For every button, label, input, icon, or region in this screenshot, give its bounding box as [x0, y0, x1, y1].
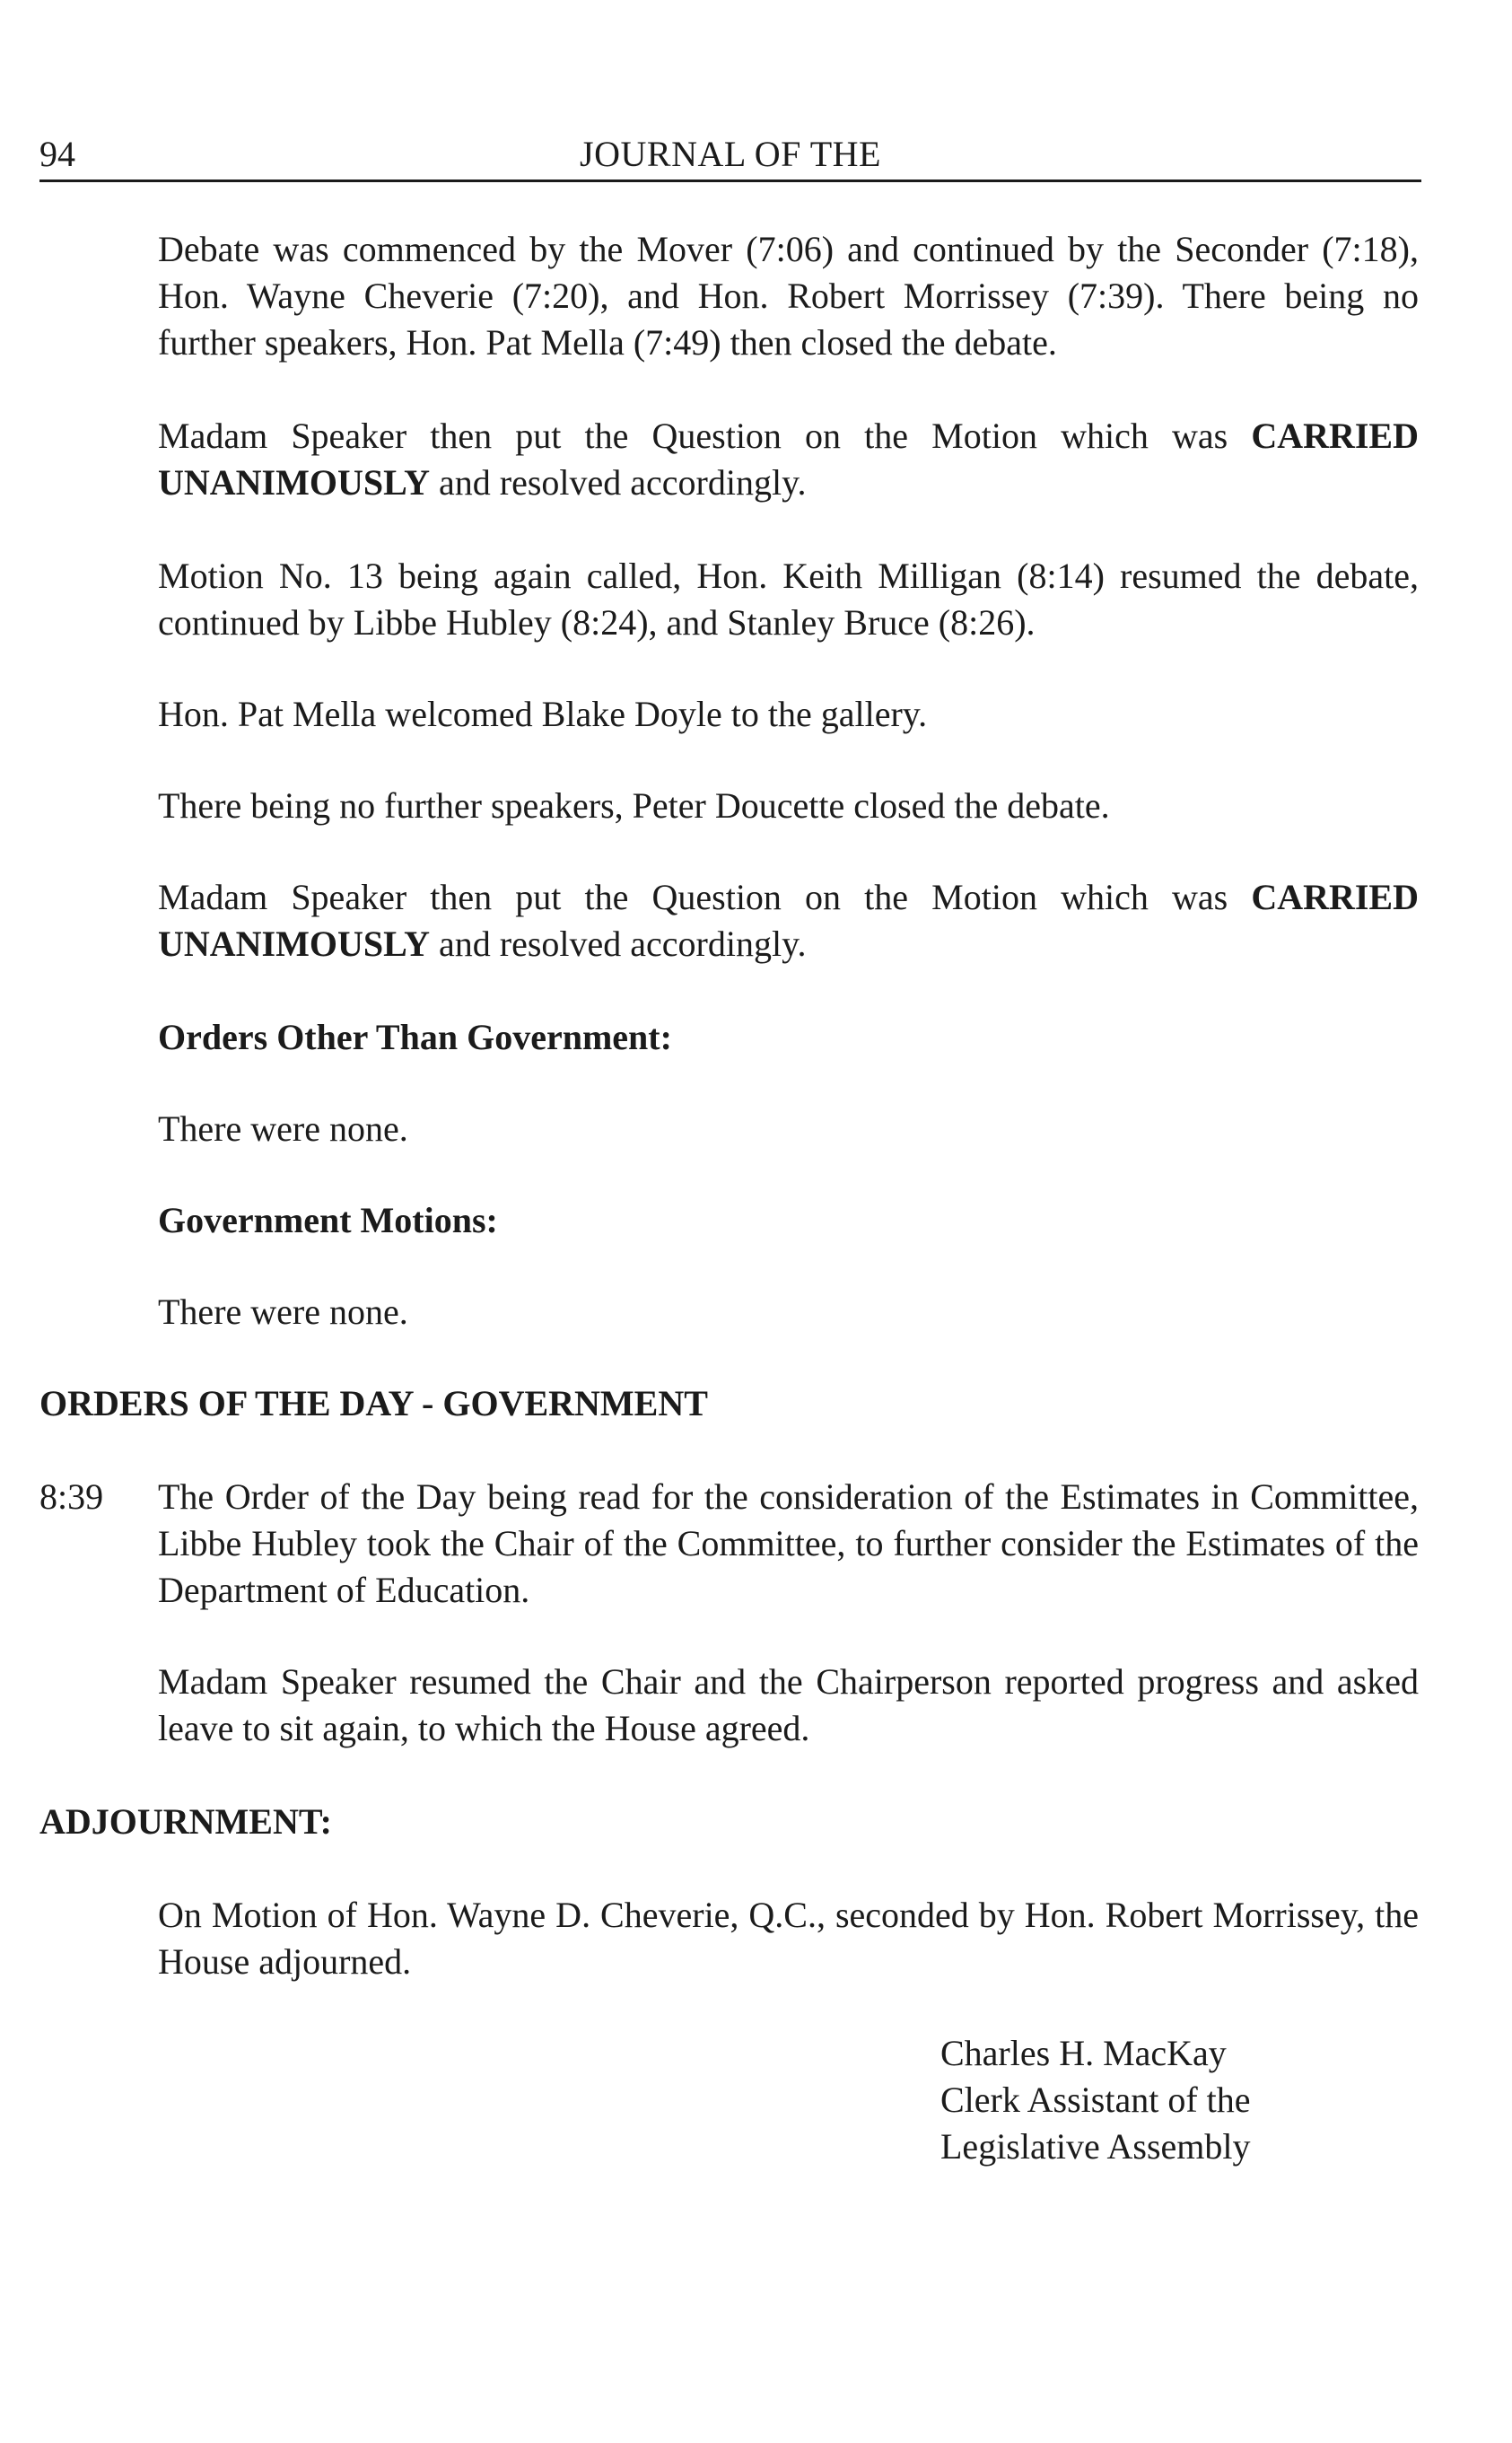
adjournment-paragraph: On Motion of Hon. Wayne D. Cheverie, Q.C., seconded by Hon. Robert Morrissey, the House adjourned. — [158, 1895, 1419, 1982]
question-put-tail-2: and resolved accordingly. — [430, 924, 807, 964]
question-put-paragraph-2 — [158, 874, 1419, 968]
page-header — [39, 133, 1421, 182]
speaker-resumed-paragraph: Madam Speaker resumed the Chair and the Chairperson reported progress and asked leave to sit again, to which the House agreed. — [158, 1661, 1419, 1748]
heading-orders-of-the-day: ORDERS OF THE DAY - GOVERNMENT — [39, 1383, 708, 1423]
estimates-paragraph: The Order of the Day being read for the consideration of the Estimates in Committee, Libbe Hubley took the Chair of the Committee, to further consider the Estimates of the Department of Education. — [158, 1476, 1419, 1610]
running-head: JOURNAL OF THE — [580, 134, 881, 174]
signature-block — [940, 2030, 1251, 2170]
question-put-tail-1: and resolved accordingly. — [430, 462, 807, 503]
question-put-lead-1: Madam Speaker then put the Question on the Motion which was — [158, 416, 1252, 456]
signatory-title-line-1: Clerk Assistant of the — [940, 2080, 1251, 2120]
heading-government-motions: Government Motions: — [158, 1200, 498, 1240]
debate-paragraph: Debate was commenced by the Mover (7:06) and continued by the Seconder (7:18), Hon. Wayne Cheverie (7:20), and Hon. Robert Morrissey (7:39). There being no further speakers, Hon. Pat Mella (7:49) then closed the debate. — [158, 229, 1419, 363]
page-number: 94 — [39, 134, 75, 174]
question-put-paragraph-1 — [158, 413, 1419, 506]
carried-unanimously-1: CARRIED UNANIMOUSLY — [158, 416, 1419, 503]
question-put-lead-2: Madam Speaker then put the Question on the Motion which was — [158, 877, 1252, 917]
government-motions-none: There were none. — [158, 1292, 408, 1332]
carried-unanimously-2: CARRIED UNANIMOUSLY — [158, 877, 1419, 964]
closed-debate-paragraph: There being no further speakers, Peter Doucette closed the debate. — [158, 785, 1110, 826]
signatory-name: Charles H. MacKay — [940, 2033, 1227, 2073]
heading-adjournment: ADJOURNMENT: — [39, 1801, 332, 1842]
orders-other-none: There were none. — [158, 1108, 408, 1149]
heading-orders-other-than-government: Orders Other Than Government: — [158, 1017, 672, 1057]
timestamp-8-39: 8:39 — [39, 1476, 104, 1517]
welcome-paragraph: Hon. Pat Mella welcomed Blake Doyle to the gallery. — [158, 694, 928, 734]
signatory-title-line-2: Legislative Assembly — [940, 2126, 1251, 2167]
motion-13-paragraph: Motion No. 13 being again called, Hon. Keith Milligan (8:14) resumed the debate, continued by Libbe Hubley (8:24), and Stanley Bruce (8:26). — [158, 556, 1419, 643]
